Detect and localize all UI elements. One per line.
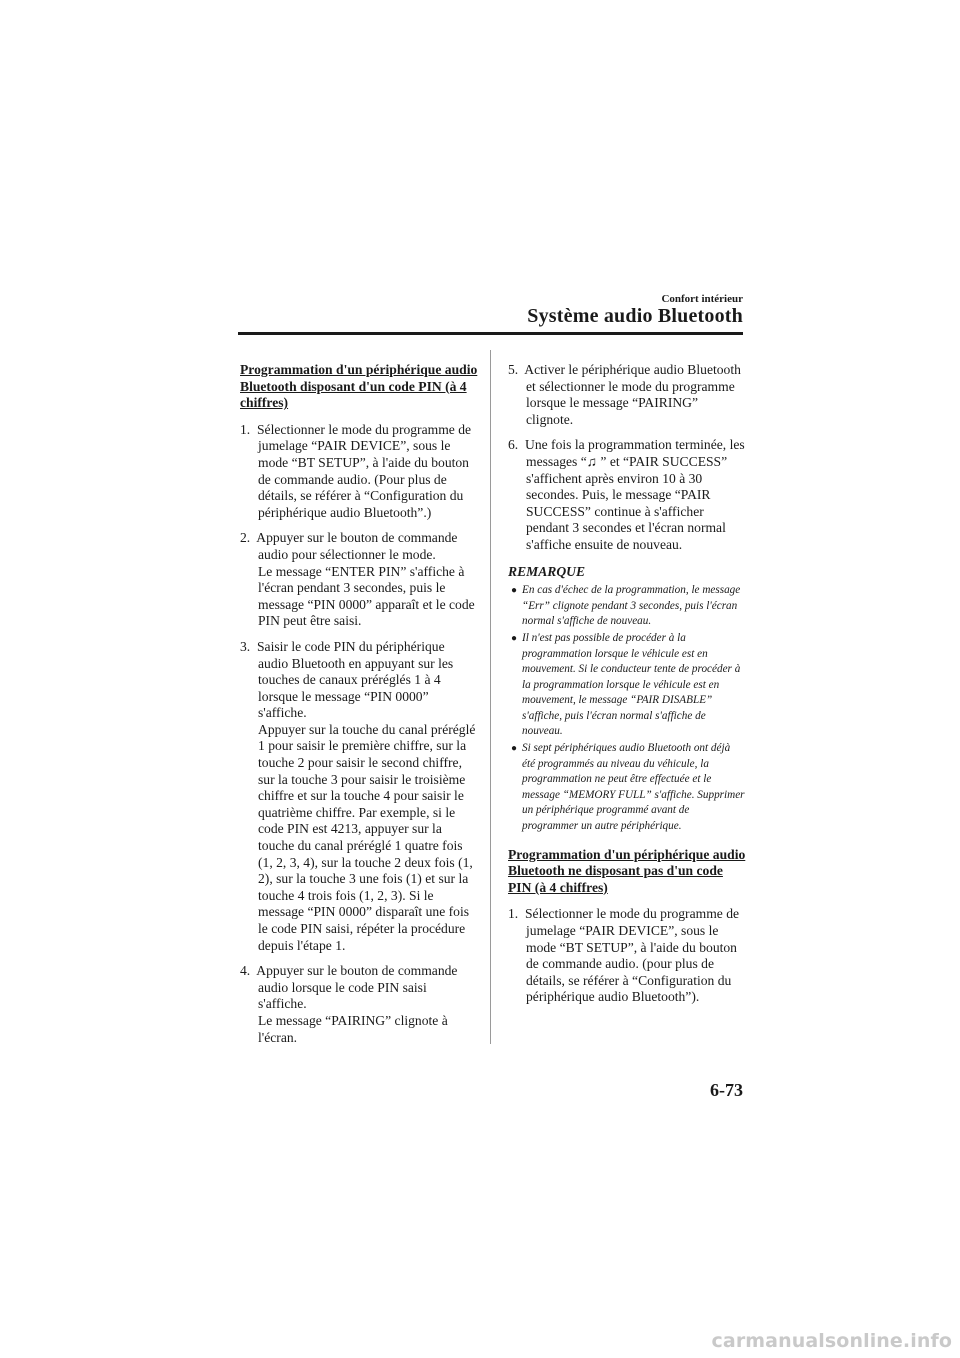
remark-list: [508, 583, 746, 835]
step-1-without-pin: [508, 906, 746, 1006]
remark-title: REMARQUE: [508, 563, 586, 579]
step-text: Appuyer sur le bouton de commande audio lorsque le code PIN saisi s'affiche.: [256, 963, 458, 1012]
step-number: 3.: [240, 638, 251, 654]
remark-text: Il n'est pas possible de procéder à la programmation lorsque le véhicule est en mouvement. Si le conducteur tente de procéder à la programmation lorsque le véhicule est en mouvement, le message “PAIR DISABLE” s'affiche, puis l'écran normal s'affiche de nouveau.: [522, 631, 741, 738]
section-label: Confort intérieur: [661, 293, 743, 305]
step-detail: Appuyer sur la touche du canal préréglé 1 pour saisir le première chiffre, sur la touche 2 pour saisir le second chiffre, sur la touche 3 pour saisir le troisième chiffre et sur la touche 4 pour saisir le quatrième chiffre. Par exemple, si le code PIN est 4213, appuyer sur la touche du canal préréglé 1 quatre fois (1, 2, 3, 4), sur la touche 2 deux fois (1, 2), sur la touche 3 une fois (1) et sur la touche 4 trois fois (1, 2, 3). Si le message “PIN 0000” disparaît une fois le code PIN saisi, répéter la procédure depuis l'étape 1.: [258, 721, 476, 953]
step-3: [240, 639, 478, 954]
section-heading-without-pin: Programmation d'un périphérique audio Bluetooth ne disposant pas d'un code PIN (à 4 chiffres): [508, 846, 746, 895]
bullet-icon: ●: [511, 585, 518, 597]
step-number: 6.: [508, 437, 519, 453]
step-number: 1.: [240, 421, 251, 437]
step-detail: Le message “ENTER PIN” s'affiche à l'écran pendant 3 secondes, puis le message “PIN 0000” apparaît et le code PIN peut être saisi.: [258, 563, 475, 629]
bullet-icon: ●: [511, 632, 518, 644]
step-1: [240, 422, 478, 522]
step-text: Appuyer sur le bouton de commande audio pour sélectionner le mode.: [256, 530, 458, 562]
list-item: [508, 583, 746, 630]
list-item: [508, 631, 746, 740]
step-text-after: ” et “PAIR SUCCESS” s'affichent après environ 10 à 30 secondes. Puis, le message “PAIR SUCCESS” continue à s'afficher pendant 3 secondes et l'écran normal s'affiche ensuite de nouveau.: [526, 453, 728, 552]
header-divider: [238, 332, 743, 335]
section-heading-with-pin: Programmation d'un périphérique audio Bluetooth disposant d'un code PIN (à 4 chiffres): [240, 362, 478, 411]
step-4: [240, 963, 478, 1046]
remark-text: En cas d'échec de la programmation, le message “Err” clignote pendant 3 secondes, puis l'écran normal s'affiche de nouveau.: [522, 584, 741, 628]
right-column: [508, 362, 746, 1015]
step-text: Sélectionner le mode du programme de jumelage “PAIR DEVICE”, sous le mode “BT SETUP”, à l'aide du bouton de commande audio. (pour plus de détails, se référer à “Configuration du périphérique audio Bluetooth”).: [525, 906, 740, 1005]
step-text: Saisir le code PIN du périphérique audio Bluetooth en appuyant sur les touches de canaux préréglés 1 à 4 lorsque le message “PIN 0000” s'affiche.: [257, 638, 454, 721]
left-column: [240, 362, 478, 1055]
step-6: [508, 437, 746, 553]
remark-text: Si sept périphériques audio Bluetooth ont déjà été programmés au niveau du véhicule, la programmation ne peut être effectuée et le message “MEMORY FULL” s'affiche. Supprimer un périphérique programmé avant de programmer un autre périphérique.: [522, 742, 745, 833]
watermark: carmanualsonline.info: [711, 1330, 952, 1352]
list-item: [508, 741, 746, 835]
step-number: 4.: [240, 963, 251, 979]
page-title: Système audio Bluetooth: [527, 305, 743, 327]
page-number: 6-73: [710, 1080, 743, 1100]
step-text: Activer le périphérique audio Bluetooth et sélectionner le mode du programme lorsque le message “PAIRING” clignote.: [524, 362, 741, 427]
bullet-icon: ●: [511, 743, 518, 755]
step-2: [240, 530, 478, 630]
step-number: 2.: [240, 530, 251, 546]
step-number: 5.: [508, 362, 519, 377]
step-text-before: Une fois la programmation terminée, les messages “: [525, 437, 745, 469]
column-divider: [490, 350, 491, 1044]
step-text: Sélectionner le mode du programme de jumelage “PAIR DEVICE”, sous le mode “BT SETUP”, à l'aide du bouton de commande audio. (Pour plus de détails, se référer à “Configuration du périphérique audio Bluetooth”.): [257, 421, 472, 520]
step-number: 1.: [508, 906, 519, 922]
step-5: [508, 362, 746, 428]
step-detail: Le message “PAIRING” clignote à l'écran.: [258, 1012, 448, 1045]
music-note-icon: ♫: [586, 453, 597, 469]
